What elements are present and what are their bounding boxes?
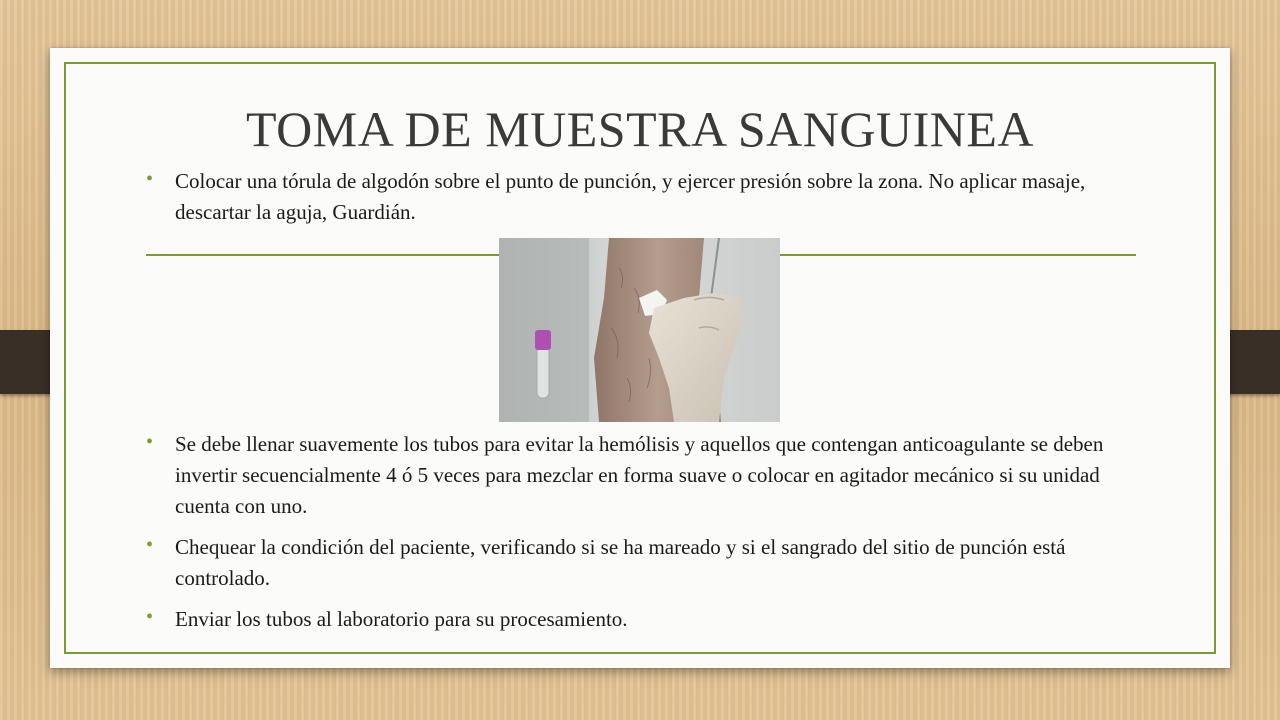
- slide-paper: [50, 48, 1230, 668]
- bottom-bullet-list: [146, 429, 1156, 635]
- bullet-dot-icon: •: [146, 431, 154, 453]
- bullet-dot-icon: •: [146, 534, 154, 556]
- bullet-dot-icon: •: [146, 606, 154, 628]
- bullet-item: [146, 604, 1156, 635]
- bullet-item: [146, 429, 1156, 522]
- bullet-text: Chequear la condición del paciente, verificando si se ha mareado y si el sangrado del sitio de punción está controlado.: [175, 535, 1066, 590]
- bullet-text: Se debe llenar suavemente los tubos para evitar la hemólisis y aquellos que contengan anticoagulante se deben invertir secuencialmente 4 ó 5 veces para mezclar en forma suave o colocar en agitador mecánico si su unidad cuenta con uno.: [175, 432, 1104, 518]
- bullet-text: Enviar los tubos al laboratorio para su procesamiento.: [175, 607, 628, 631]
- bullet-text: Colocar una tórula de algodón sobre el punto de punción, y ejercer presión sobre la zona. No aplicar masaje, descartar la aguja, Guardián.: [175, 169, 1086, 224]
- slide-title: TOMA DE MUESTRA SANGUINEA: [245, 101, 1034, 157]
- bullet-item: [146, 166, 1156, 228]
- bullet-item: [146, 532, 1156, 594]
- top-bullet-list: [146, 166, 1156, 228]
- photo-image-icon: [499, 238, 780, 422]
- procedure-photo: [499, 238, 780, 422]
- bullet-dot-icon: •: [146, 168, 154, 190]
